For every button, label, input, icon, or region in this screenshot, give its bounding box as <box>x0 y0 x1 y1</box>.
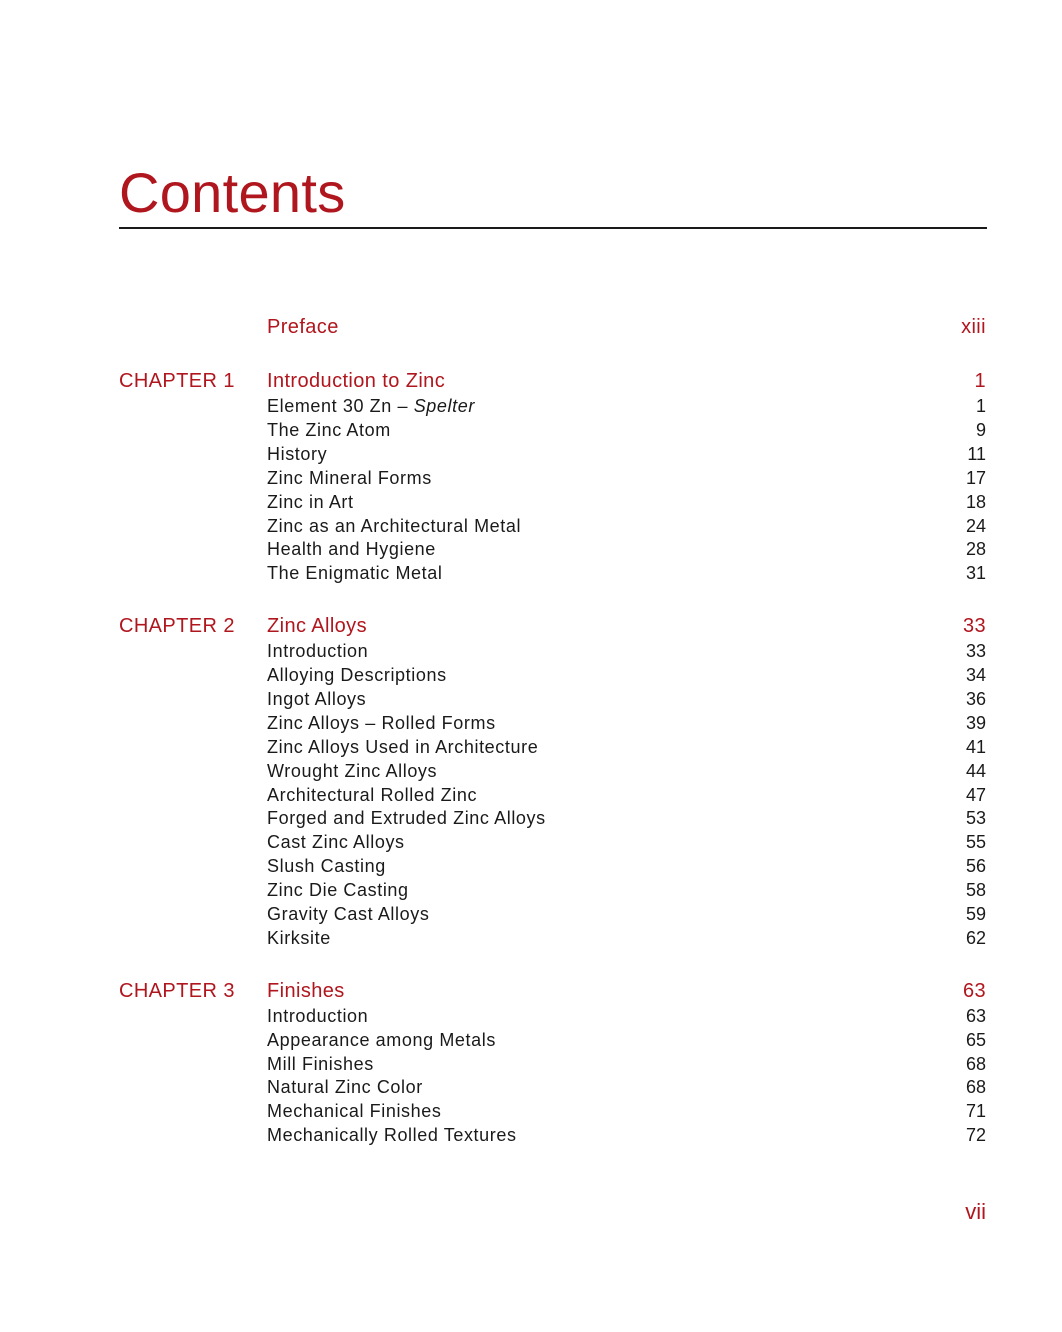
toc-entry[interactable] <box>0 1075 1062 1099</box>
entry-page: 47 <box>965 785 986 805</box>
toc-chapter-3[interactable] <box>0 979 1062 1003</box>
entry-page: 72 <box>965 1125 986 1145</box>
toc-entry[interactable] <box>0 806 1062 830</box>
toc-entry[interactable] <box>0 1052 1062 1076</box>
page-number: vii <box>965 1199 986 1224</box>
entry-title: Element 30 Zn – Spelter <box>267 396 475 416</box>
entry-page: 1 <box>975 396 986 416</box>
toc-chapter-2[interactable] <box>0 614 1062 638</box>
chapter-label: CHAPTER 3 <box>119 980 235 1002</box>
entry-page: 9 <box>975 420 986 440</box>
toc-entry[interactable] <box>0 687 1062 711</box>
entry-title: Gravity Cast Alloys <box>267 904 430 924</box>
entry-title: Zinc as an Architectural Metal <box>267 516 522 536</box>
toc-preface[interactable] <box>0 315 1062 339</box>
title-rule <box>119 227 987 229</box>
toc-entry[interactable] <box>0 561 1062 585</box>
entry-title: Zinc Alloys – Rolled Forms <box>267 713 496 733</box>
chapter-label: CHAPTER 2 <box>119 615 235 637</box>
chapter-title: Finishes <box>267 980 345 1002</box>
entry-title: Zinc Die Casting <box>267 880 409 900</box>
entry-page: 24 <box>965 516 986 536</box>
entry-page: 44 <box>965 761 986 781</box>
chapter-title: Introduction to Zinc <box>267 370 446 392</box>
toc-entry[interactable] <box>0 759 1062 783</box>
entry-page: 28 <box>965 539 986 559</box>
entry-title: Kirksite <box>267 928 331 948</box>
entry-title: Slush Casting <box>267 856 386 876</box>
toc-entry[interactable] <box>0 466 1062 490</box>
page-title: Contents <box>119 161 346 224</box>
toc-entry[interactable] <box>0 878 1062 902</box>
entry-title: Wrought Zinc Alloys <box>267 761 438 781</box>
toc-entry[interactable] <box>0 854 1062 878</box>
chapter-page: 1 <box>974 370 986 392</box>
entry-title: Forged and Extruded Zinc Alloys <box>267 808 546 828</box>
toc-entry[interactable] <box>0 711 1062 735</box>
entry-title: Introduction <box>267 641 369 661</box>
entry-page: 63 <box>965 1006 986 1026</box>
entry-title: Introduction <box>267 1006 369 1026</box>
toc-entry[interactable] <box>0 1123 1062 1147</box>
entry-page: 55 <box>965 832 986 852</box>
toc-entry[interactable] <box>0 537 1062 561</box>
entry-page: 11 <box>967 444 986 464</box>
toc-entry[interactable] <box>0 1028 1062 1052</box>
entry-page: 68 <box>965 1054 986 1074</box>
toc-entry[interactable] <box>0 418 1062 442</box>
toc-entry[interactable] <box>0 1099 1062 1123</box>
toc-entry[interactable] <box>0 926 1062 950</box>
toc-entry[interactable] <box>0 639 1062 663</box>
entry-title: Mechanically Rolled Textures <box>267 1125 517 1145</box>
chapter-title: Zinc Alloys <box>267 615 367 637</box>
entry-title: Zinc in Art <box>267 492 354 512</box>
entry-title: Cast Zinc Alloys <box>267 832 405 852</box>
entry-page: 65 <box>965 1030 986 1050</box>
entry-page: 18 <box>965 492 986 512</box>
entry-page: 31 <box>965 563 986 583</box>
entry-title: Mill Finishes <box>267 1054 374 1074</box>
entry-page: 39 <box>965 713 986 733</box>
entry-title: Alloying Descriptions <box>267 665 447 685</box>
entry-page: 36 <box>965 689 986 709</box>
toc-entry[interactable] <box>0 490 1062 514</box>
chapter-page: 33 <box>962 615 986 637</box>
toc-entry[interactable] <box>0 783 1062 807</box>
entry-title: Health and Hygiene <box>267 539 436 559</box>
entry-page: 34 <box>965 665 986 685</box>
entry-page: 71 <box>965 1101 986 1121</box>
entry-title: History <box>267 444 328 464</box>
entry-title: Appearance among Metals <box>267 1030 496 1050</box>
entry-page: 56 <box>965 856 986 876</box>
toc-entry[interactable] <box>0 514 1062 538</box>
toc-entry[interactable] <box>0 442 1062 466</box>
entry-page: 33 <box>965 641 986 661</box>
preface-title: Preface <box>267 316 339 338</box>
entry-page: 68 <box>965 1077 986 1097</box>
toc-entry[interactable] <box>0 394 1062 418</box>
entry-title: Ingot Alloys <box>267 689 367 709</box>
entry-title: Zinc Alloys Used in Architecture <box>267 737 539 757</box>
entry-title: Architectural Rolled Zinc <box>267 785 478 805</box>
entry-title: Mechanical Finishes <box>267 1101 442 1121</box>
entry-title: The Enigmatic Metal <box>267 563 443 583</box>
entry-page: 59 <box>965 904 986 924</box>
toc-entry[interactable] <box>0 902 1062 926</box>
entry-title: Natural Zinc Color <box>267 1077 423 1097</box>
toc-entry[interactable] <box>0 735 1062 759</box>
entry-page: 53 <box>965 808 986 828</box>
toc-entry[interactable] <box>0 1004 1062 1028</box>
entry-page: 62 <box>965 928 986 948</box>
chapter-page: 63 <box>962 980 986 1002</box>
entry-title: The Zinc Atom <box>267 420 391 440</box>
entry-page: 41 <box>965 737 986 757</box>
toc-chapter-1[interactable] <box>0 369 1062 393</box>
entry-page: 58 <box>965 880 986 900</box>
chapter-label: CHAPTER 1 <box>119 370 235 392</box>
toc-entry[interactable] <box>0 830 1062 854</box>
entry-page: 17 <box>965 468 986 488</box>
entry-title: Zinc Mineral Forms <box>267 468 432 488</box>
preface-page: xiii <box>961 316 986 338</box>
toc-entry[interactable] <box>0 663 1062 687</box>
